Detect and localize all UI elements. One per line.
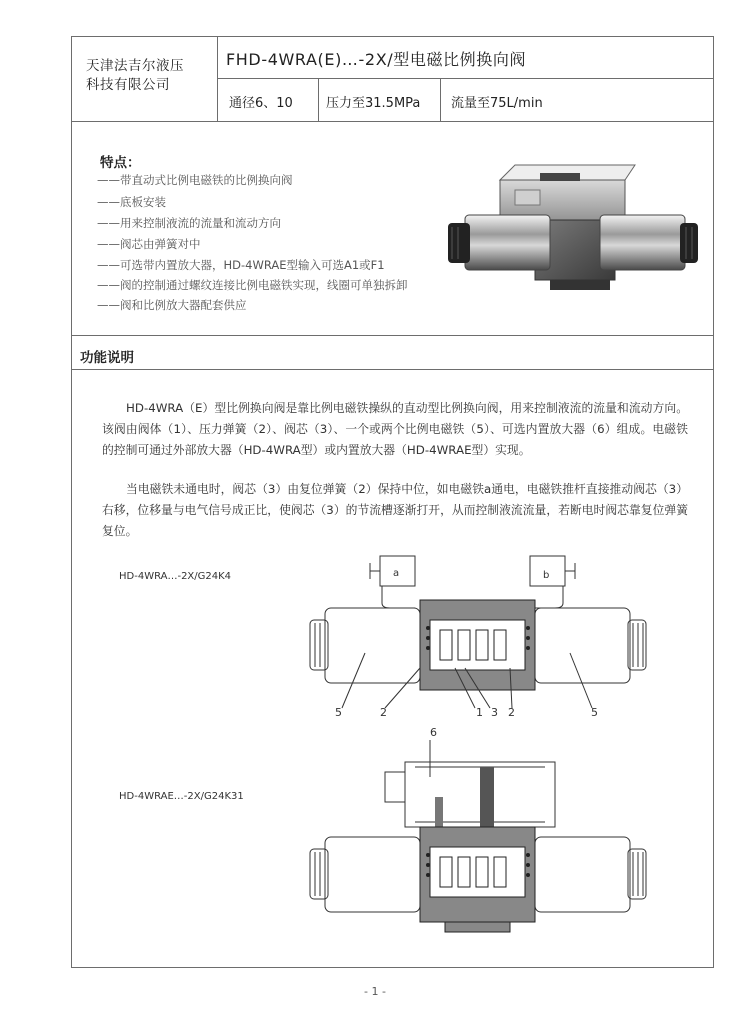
header-title-divider [217,78,714,79]
product-title: FHD-4WRA(E)…-2X/型电磁比例换向阀 [226,50,527,69]
feature-item: ——可选带内置放大器，HD-4WRAE型输入可选A1或F1 [97,258,385,272]
company-line-2: 科技有限公司 [86,77,170,93]
callout-6: 6 [430,726,437,739]
callout-2-right: 2 [508,706,515,719]
feature-item: ——阀芯由弹簧对中 [97,237,201,251]
feature-item: ——用来控制液流的流量和流动方向 [97,216,281,230]
valve-section-diagram-1 [280,548,680,720]
page-number: - 1 - [364,985,386,998]
spec-divider-1 [318,78,319,121]
feature-item: ——底板安装 [97,195,166,209]
diagram-2-model-label: HD-4WRAE…-2X/G24K31 [119,791,244,802]
callout-5-right: 5 [591,706,598,719]
function-title-bottom-line [71,369,714,370]
connector-b-label: b [543,570,550,581]
spec-pressure: 压力至31.5MPa [326,96,421,111]
callout-3: 3 [491,706,498,719]
callout-1: 1 [476,706,483,719]
company-line-1: 天津法吉尔液压 [86,58,184,74]
valve-section-diagram-2 [280,722,680,957]
callout-2-left: 2 [380,706,387,719]
diagram-1-model-label: HD-4WRA…-2X/G24K4 [119,571,232,582]
header-bottom-line [71,121,714,122]
spec-divider-2 [440,78,441,121]
feature-item: ——带直动式比例电磁铁的比例换向阀 [97,173,293,187]
feature-item: ——阀的控制通过螺纹连接比例电磁铁实现，线圈可单独拆卸 [97,278,408,292]
feature-item: ——阀和比例放大器配套供应 [97,298,247,312]
connector-a-label: a [393,568,400,579]
features-bottom-line [71,335,714,336]
function-paragraph-1: HD-4WRA（E）型比例换向阀是靠比例电磁铁操纵的直动型比例换向阀，用来控制液流的流量和流动方向。该阀由阀体（1）、压力弹簧（2）、阀芯（3）、一个或两个比例电磁铁（5）、可选内置放大器（6）组成。电磁铁的控制可通过外部放大器（HD-4WRA型）或内置放大器（HD-4WRAE型）实现。 [102,401,688,457]
spec-diameter: 通径6、10 [229,96,293,111]
company-name [86,57,216,95]
callout-5-left: 5 [335,706,342,719]
product-photo [440,155,700,300]
function-paragraph-2: 当电磁铁未通电时，阀芯（3）由复位弹簧（2）保持中位，如电磁铁a通电，电磁铁推杆直接推动阀芯（3）右移，位移量与电气信号成正比，使阀芯（3）的节流槽逐渐打开，从而控制液流流量，若断电时阀芯靠复位弹簧复位。 [102,482,688,538]
function-section-title: 功能说明 [80,350,134,366]
spec-flow: 流量至75L/min [451,96,543,111]
features-title: 特点： [100,155,141,171]
